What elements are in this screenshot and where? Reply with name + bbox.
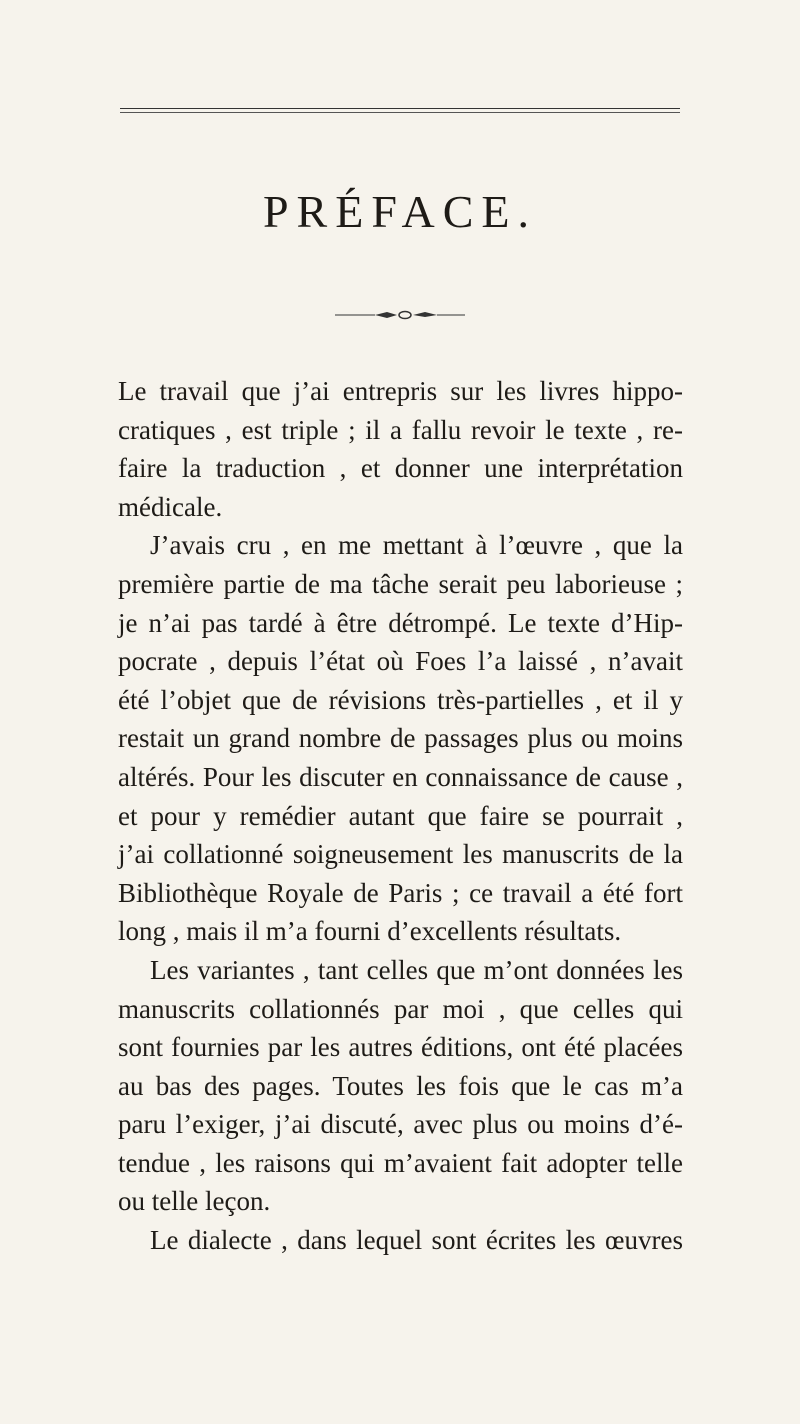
text-line: ou telle leçon. — [118, 1186, 271, 1217]
text-line: Le dialecte , dans lequel sont écrites les œuvres — [150, 1225, 683, 1256]
ornament-divider-icon — [335, 305, 465, 325]
top-rule — [120, 108, 680, 113]
text-line: cratiques , est triple ; il a fallu revoir le texte , re- — [118, 414, 683, 445]
text-line: Le travail que j’ai entrepris sur les livres hippo- — [118, 376, 683, 406]
text-line: au bas des pages. Toutes les fois que le cas m’a — [118, 1070, 683, 1101]
text-line: sont fournies par les autres éditions, ont été placées — [118, 1032, 683, 1063]
text-line: Les variantes , tant celles que m’ont données les — [150, 954, 683, 985]
text-line: médicale. — [118, 491, 223, 522]
text-line: J’avais cru , en me mettant à l’œuvre , que la — [150, 530, 683, 561]
text-line: manuscrits collationnés par moi , que celles qui — [118, 993, 683, 1024]
text-line: je n’ai pas tardé à être détrompé. Le texte d’Hip- — [118, 607, 683, 638]
text-line: paru l’exiger, j’ai discuté, avec plus ou moins d’é- — [118, 1109, 683, 1140]
text-line: restait un grand nombre de passages plus ou moins — [118, 723, 683, 754]
text-line: été l’objet que de révisions très-partielles , et il y — [118, 684, 683, 715]
text-line: pocrate , depuis l’état où Foes l’a laissé , n’avait — [118, 646, 683, 677]
text-line: première partie de ma tâche serait peu laborieuse ; — [118, 568, 683, 599]
page-title: PRÉFACE. — [262, 186, 538, 237]
text-line: et pour y remédier autant que faire se pourrait , — [118, 800, 683, 831]
text-line: tendue , les raisons qui m’avaient fait adopter telle — [118, 1147, 683, 1178]
text-line: altérés. Pour les discuter en connaissance de cause , — [118, 761, 683, 792]
text-line: j’ai collationné soigneusement les manuscrits de la — [118, 839, 683, 870]
text-line: Bibliothèque Royale de Paris ; ce travail a été fort — [118, 877, 683, 908]
preface-body — [118, 372, 683, 1260]
text-line: long , mais il m’a fourni d’excellents résultats. — [118, 916, 622, 947]
text-line: faire la traduction , et donner une interprétation — [118, 453, 683, 484]
